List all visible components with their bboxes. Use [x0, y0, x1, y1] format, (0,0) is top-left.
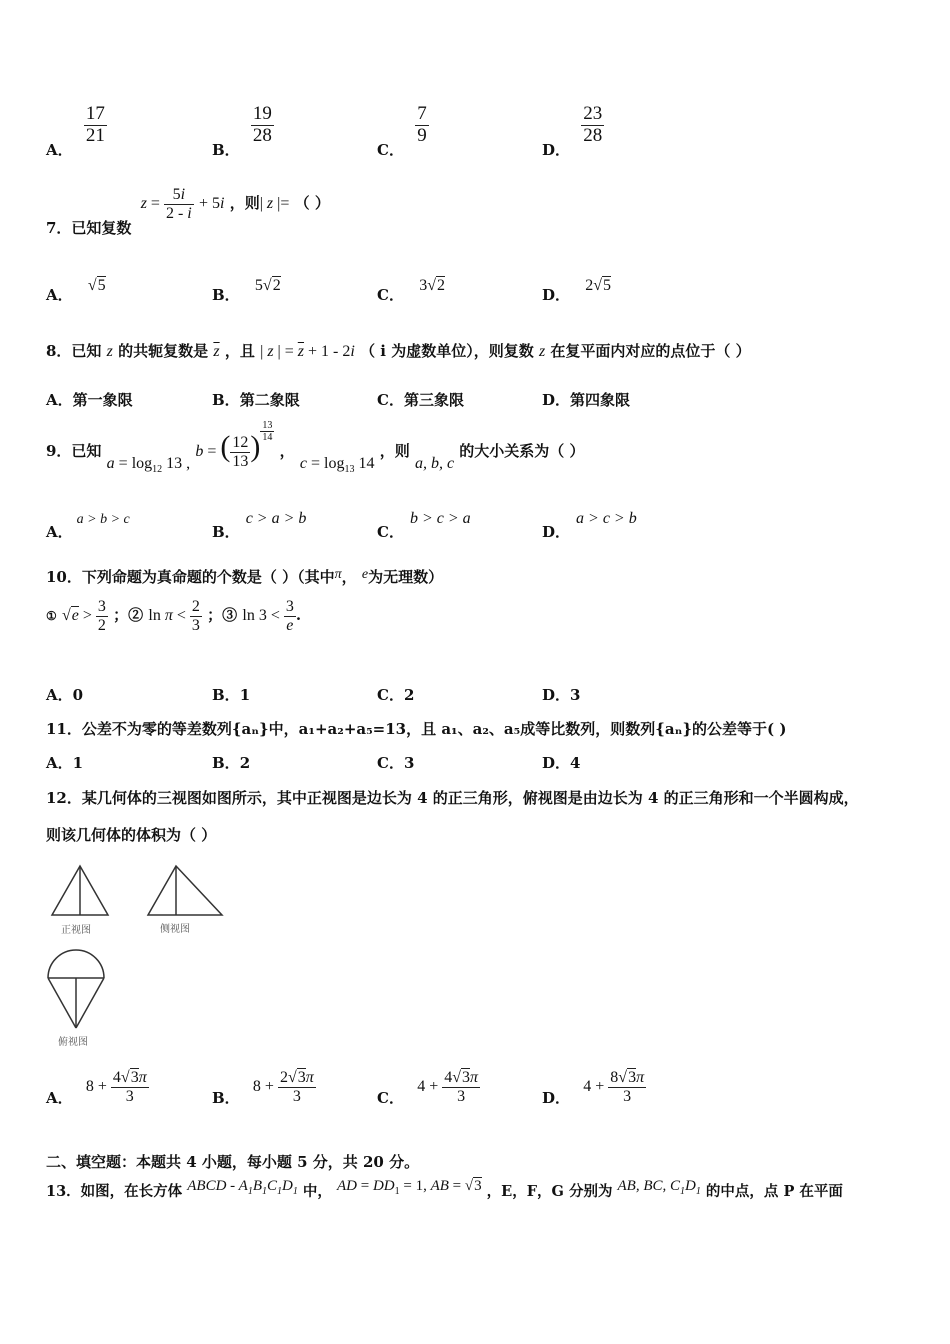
q6-option-a: A． $\frac{17}{21}$: [46, 103, 105, 160]
q11-option-c: C．3: [377, 754, 415, 772]
q10-option-b: B．1: [212, 686, 251, 704]
q8-option-d: D．第四象限: [542, 391, 631, 409]
q12-option-d: D． 4 + $\frac{8√3\pi}{3}$: [542, 1069, 645, 1107]
front-view: [52, 866, 108, 915]
q9-option-c: C．b > c > a: [377, 510, 471, 541]
q8-option-a: A．第一象限: [46, 391, 133, 409]
question-7: 7．已知复数 z = $\frac{5i}{2 - i}$ + 5i ，则| z |= （ ）: [46, 186, 330, 238]
q10-option-a: A．0: [46, 686, 84, 704]
q11-option-d: D．4: [542, 754, 581, 772]
question-11: 11．公差不为零的等差数列{aₙ}中，a₁+a₂+a₅=13，且 a₁、a₂、a₅成等比数列，则数列{aₙ}的公差等于( ): [46, 720, 787, 738]
q7-option-d: D． 2√5: [542, 277, 612, 304]
question-10-claims: ① √e > $\frac{3}{2}$ ；② ln π < $\frac{2}{3}$ ；③ ln 3 < $\frac{3}{e}$ .: [46, 598, 302, 634]
q8-option-b: B．第二象限: [212, 391, 300, 409]
q12-option-b: B． 8 + $\frac{2√3\pi}{3}$: [212, 1069, 314, 1107]
q8-option-c: C．第三象限: [377, 391, 464, 409]
q7-option-a: A． √5: [46, 277, 106, 304]
question-8: 8．已知 z 的共轭复数是 $\overline{z}$ ，且 | z | = $\overline{z} + 1 - 2i$ （ i 为虚数单位），则复数 z 在复平面内对应的点位于（ ）: [46, 342, 751, 360]
side-view-label: 侧视图: [160, 924, 190, 935]
three-view-figure: [40, 858, 240, 1054]
question-10: 10．下列命题为真命题的个数是（ ）（其中π， e为无理数）: [46, 567, 444, 586]
q9-option-b: B．c > a > b: [212, 510, 307, 541]
q9-option-d: D．a > c > b: [542, 510, 637, 541]
q6-option-b: B． $\frac{19}{28}$: [212, 103, 272, 160]
question-12-line2: 则该几何体的体积为（ ）: [46, 826, 217, 844]
top-view: [48, 950, 104, 1028]
q11-option-a: A．1: [46, 754, 84, 772]
q7-option-b: B． 5√2: [212, 277, 281, 304]
question-12-line1: 12．某几何体的三视图如图所示，其中正视图是边长为 4 的正三角形，俯视图是由边长为 4 的正三角形和一个半圆构成，: [46, 789, 859, 807]
q7-option-c: C． 3√2: [377, 277, 445, 304]
q12-option-c: C． 4 + $\frac{4√3\pi}{3}$: [377, 1069, 479, 1107]
question-9: 9．已知 $a = \log_{12} 13$ , b = ( $\frac{12}{13}$ ) $^{\frac{13}{14}}$ ， $c = \log_{13} 14$ ，则 a, b, c 的大小关系为（ ）: [46, 420, 585, 476]
q10-option-c: C．2: [377, 686, 415, 704]
question-13: 13．如图，在长方体 ABCD - $A_1B_1C_1D_1$ 中， AD = $DD_1 = 1$, AB = √3 ，E，F，G 分别为 AB, BC, $C_1D_1$ 的中点，点 P 在平面: [46, 1178, 843, 1200]
q12-option-a: A． 8 + $\frac{4√3\pi}{3}$: [46, 1069, 147, 1107]
q6-option-d: D． $\frac{23}{28}$: [542, 103, 603, 160]
section-2-heading: 二、填空题：本题共 4 小题，每小题 5 分，共 20 分。: [46, 1153, 420, 1171]
q6-option-c: C． $\frac{7}{9}$: [377, 103, 427, 160]
q9-option-a: A．a > b > c: [46, 512, 130, 541]
q11-option-b: B．2: [212, 754, 251, 772]
front-view-label: 正视图: [61, 925, 91, 936]
q10-option-d: D．3: [542, 686, 581, 704]
side-view: [148, 866, 222, 915]
top-view-label: 俯视图: [58, 1037, 88, 1048]
